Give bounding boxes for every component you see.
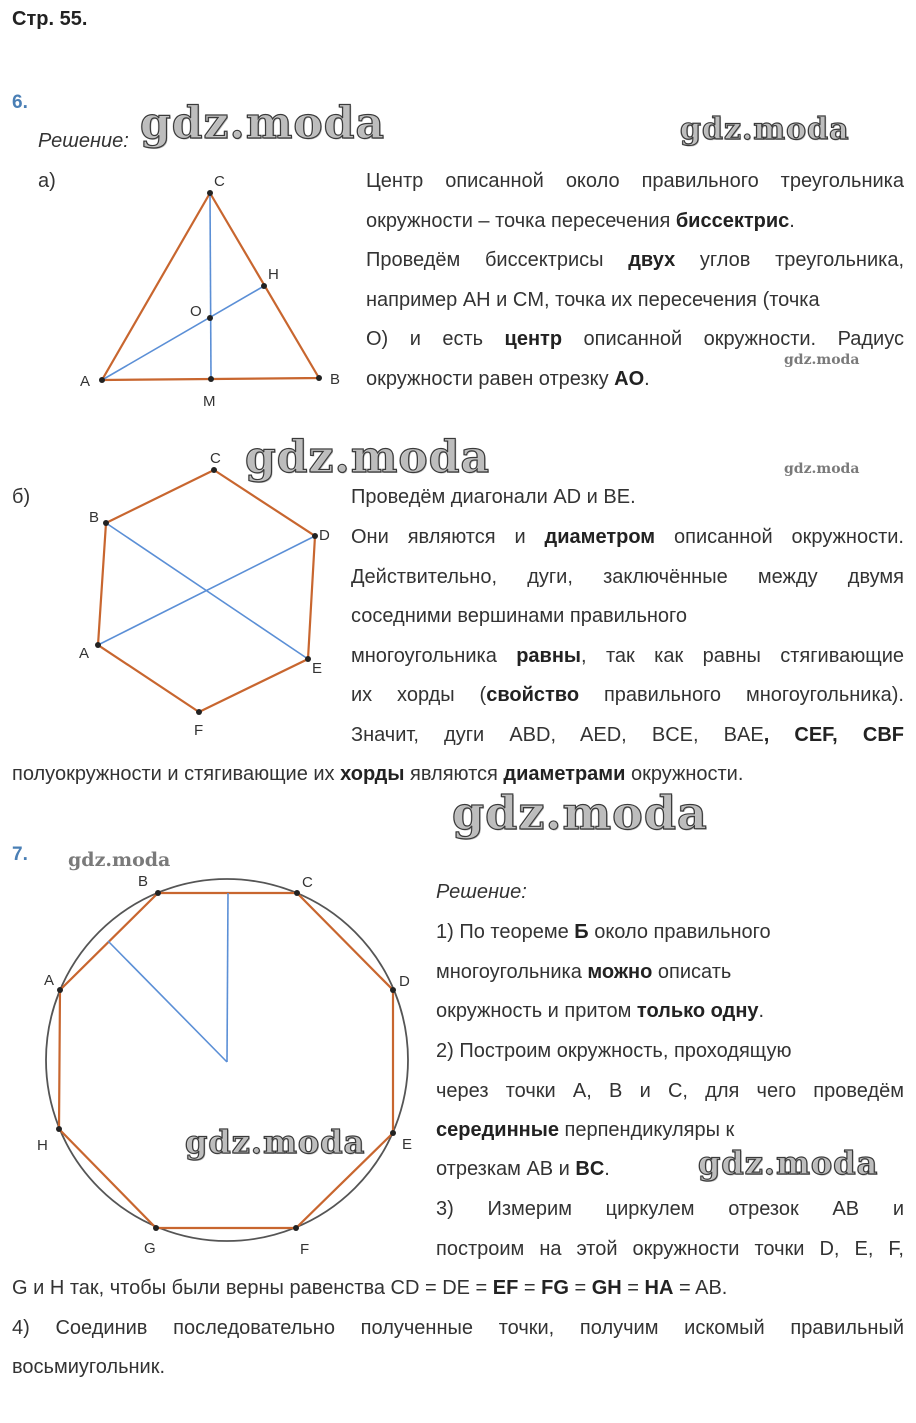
text-line: соседними вершинами правильного bbox=[351, 605, 688, 627]
text-line: отрезкам AB и BC. bbox=[436, 1158, 610, 1180]
vertex-label: E bbox=[402, 1136, 413, 1153]
text-line: 4) Соединив последовательно полученные точки, получим искомый правильный bbox=[12, 1317, 904, 1339]
text-line: окружности – точка пересечения биссектрис. bbox=[366, 210, 795, 232]
task-number: 6. bbox=[12, 92, 28, 113]
vertex-label: C bbox=[210, 450, 221, 467]
point-a bbox=[57, 987, 63, 993]
watermark: gdz.moda bbox=[140, 98, 386, 149]
bisector-cm bbox=[210, 193, 211, 379]
text-line: их хорды (свойство правильного многоугольника). bbox=[351, 684, 904, 706]
point-f bbox=[196, 709, 202, 715]
vertex-label: C bbox=[214, 173, 225, 190]
point-c bbox=[207, 190, 213, 196]
point-f bbox=[293, 1225, 299, 1231]
text-line: O) и есть центр описанной окружности. Радиус bbox=[366, 328, 904, 350]
text-line: 1) По теореме Б около правильного bbox=[436, 921, 771, 943]
page-title: Стр. 55. bbox=[12, 8, 88, 30]
point-d bbox=[312, 533, 318, 539]
vertex-label: A bbox=[44, 972, 55, 989]
point-c bbox=[294, 890, 300, 896]
point-c bbox=[211, 467, 217, 473]
point-h bbox=[261, 283, 267, 289]
vertex-label: H bbox=[268, 266, 279, 283]
point-h bbox=[56, 1126, 62, 1132]
text-line: через точки A, B и C, для чего проведём bbox=[436, 1080, 904, 1102]
watermark: gdz.moda bbox=[784, 352, 860, 368]
solution-label: Решение: bbox=[38, 130, 129, 152]
text-line: многоугольника равны, так как равны стягивающие bbox=[351, 645, 904, 667]
point-e bbox=[305, 656, 311, 662]
vertex-label: B bbox=[138, 873, 149, 890]
vertex-label: C bbox=[302, 874, 313, 891]
text-line: окружность и притом только одну. bbox=[436, 1000, 765, 1022]
text-line: Действительно, дуги, заключённые между двумя bbox=[351, 566, 904, 588]
text-line: G и H так, чтобы были верны равенства CD = DE = EF = FG = GH = HA = AB. bbox=[12, 1277, 728, 1299]
perpendicular-bisector-ab bbox=[108, 941, 227, 1062]
vertex-label: F bbox=[194, 722, 204, 739]
triangle-diagram bbox=[80, 173, 340, 410]
hexagon-diagram bbox=[79, 450, 330, 739]
point-a bbox=[99, 377, 105, 383]
text-line: восьмиугольник. bbox=[12, 1356, 166, 1378]
vertex-label: O bbox=[190, 303, 202, 320]
point-b bbox=[103, 520, 109, 526]
part-label-a: а) bbox=[38, 170, 56, 192]
text-line: полуокружности и стягивающие их хорды являются диаметрами окружности. bbox=[12, 763, 744, 785]
text-line: Значит, дуги ABD, AED, BCE, BAE, CEF, CBF bbox=[351, 724, 904, 746]
vertex-label: F bbox=[300, 1241, 310, 1258]
vertex-label: B bbox=[89, 509, 100, 526]
part-label-b: б) bbox=[12, 486, 31, 508]
vertex-label: D bbox=[319, 527, 330, 544]
watermark: gdz.moda bbox=[245, 432, 491, 483]
watermark: gdz.moda bbox=[680, 112, 850, 147]
watermark: gdz.moda bbox=[452, 786, 708, 840]
vertex-label: A bbox=[80, 373, 91, 390]
vertex-label: M bbox=[203, 393, 216, 410]
text-line: 2) Построим окружность, проходящую bbox=[436, 1040, 792, 1062]
text-line: 3) Измерим циркулем отрезок AB и bbox=[436, 1198, 904, 1220]
text-line: многоугольника можно описать bbox=[436, 961, 732, 983]
watermark: gdz.moda bbox=[185, 1123, 366, 1161]
watermark: gdz.moda bbox=[698, 1144, 879, 1182]
text-line: Проведём биссектрисы двух углов треугольника, bbox=[366, 249, 904, 271]
point-g bbox=[153, 1225, 159, 1231]
octagon-diagram bbox=[37, 873, 412, 1258]
text-line: например AH и CM, точка их пересечения (точка bbox=[366, 289, 820, 311]
text-line: Центр описанной около правильного треугольника bbox=[366, 170, 904, 192]
vertex-label: G bbox=[144, 1240, 156, 1257]
watermark: gdz.moda bbox=[784, 461, 860, 477]
text-line: Они являются и диаметром описанной окружности. bbox=[351, 526, 904, 548]
point-m bbox=[208, 376, 214, 382]
point-b bbox=[316, 375, 322, 381]
perpendicular-bisector-bc bbox=[227, 893, 228, 1062]
point-d bbox=[390, 987, 396, 993]
point-o bbox=[207, 315, 213, 321]
point-e bbox=[390, 1130, 396, 1136]
point-a bbox=[95, 642, 101, 648]
vertex-label: A bbox=[79, 645, 90, 662]
vertex-label: H bbox=[37, 1137, 48, 1154]
text-line: серединные перпендикуляры к bbox=[436, 1119, 735, 1141]
point-b bbox=[155, 890, 161, 896]
text-line: Проведём диагонали AD и BE. bbox=[351, 486, 636, 508]
task-number: 7. bbox=[12, 844, 28, 865]
text-line: построим на этой окружности точки D, E, F, bbox=[436, 1238, 904, 1260]
vertex-label: B bbox=[330, 371, 341, 388]
watermark: gdz.moda bbox=[68, 849, 171, 871]
diagonal-be bbox=[106, 523, 308, 659]
vertex-label: E bbox=[312, 660, 323, 677]
vertex-label: D bbox=[399, 973, 410, 990]
bisector-ah bbox=[102, 286, 264, 380]
text-line: окружности равен отрезку AO. bbox=[366, 368, 650, 390]
solution-label: Решение: bbox=[436, 881, 527, 903]
